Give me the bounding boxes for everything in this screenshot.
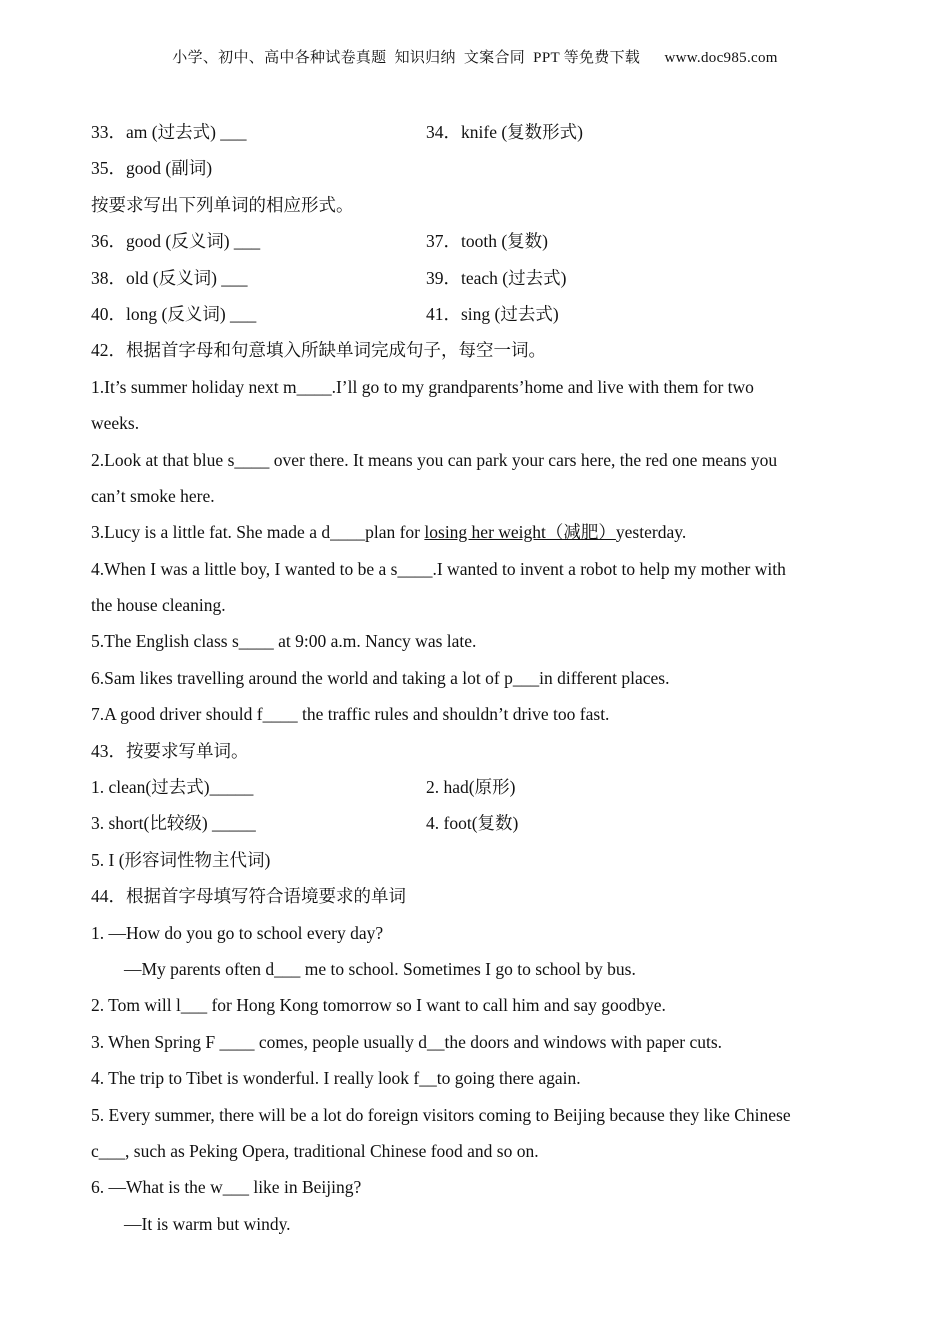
question-34: 34．knife (复数形式) bbox=[426, 122, 583, 142]
question-row bbox=[91, 769, 866, 805]
q42-sentence-1: 1.It’s summer holiday next m____.I’ll go to my grandparents’home and live with them for two bbox=[91, 376, 754, 397]
question-38: 38．old (反义词) ___ bbox=[91, 267, 248, 288]
q44-sentence-4: 4. The trip to Tibet is wonderful. I really look f__to going there again. bbox=[91, 1068, 581, 1089]
page-header: 小学、初中、高中各种试卷真题 知识归纳 文案合同 PPT 等免费下载 www.doc985.com bbox=[172, 50, 778, 66]
q42-sentence-2-cont: can’t smoke here. bbox=[91, 485, 215, 506]
q42-sentence-4: 4.When I was a little boy, I wanted to be a s____.I wanted to invent a robot to help my mother with bbox=[91, 558, 786, 579]
q44-sentence-1-reply: —My parents often d___ me to school. Sometimes I go to school by bus. bbox=[124, 958, 636, 979]
q42-sentence-6: 6.Sam likes travelling around the world and taking a lot of p___in different places. bbox=[91, 667, 670, 688]
q44-sentence-6: 6. —What is the w___ like in Beijing? bbox=[91, 1177, 362, 1198]
q43-item-3: 3. short(比较级) _____ bbox=[91, 813, 256, 834]
q42-sentence-5: 5.The English class s____ at 9:00 a.m. Nancy was late. bbox=[91, 631, 477, 652]
q44-sentence-2: 2. Tom will l___ for Hong Kong tomorrow so I want to call him and say goodbye. bbox=[91, 995, 666, 1016]
q44-sentence-5: 5. Every summer, there will be a lot do foreign visitors coming to Beijing because they like Chinese bbox=[91, 1104, 791, 1125]
question-33: 33．am (过去式) ___ bbox=[91, 122, 247, 142]
q42-sentence-3 bbox=[91, 514, 866, 550]
q42-s3-post: yesterday. bbox=[615, 522, 687, 543]
question-37: 37．tooth (复数) bbox=[426, 231, 549, 252]
question-39: 39．teach (过去式) bbox=[426, 267, 567, 288]
question-43-title: 43．按要求写单词。 bbox=[91, 740, 249, 761]
q42-s3-underlined: losing her weight（减肥） bbox=[424, 522, 616, 543]
q44-sentence-3: 3. When Spring F ____ comes, people usually d__the doors and windows with paper cuts. bbox=[91, 1031, 723, 1052]
question-row bbox=[91, 805, 866, 841]
question-row bbox=[91, 114, 866, 150]
question-41: 41．sing (过去式) bbox=[426, 303, 559, 324]
question-row bbox=[91, 260, 866, 296]
q43-item-5: 5. I (形容词性物主代词) bbox=[91, 849, 271, 870]
question-44-title: 44．根据首字母填写符合语境要求的单词 bbox=[91, 886, 406, 907]
question-42-title: 42．根据首字母和句意填入所缺单词完成句子，每空一词。 bbox=[91, 340, 546, 361]
question-35: 35．good (副词) bbox=[91, 158, 213, 179]
q42-sentence-7: 7.A good driver should f____ the traffic rules and shouldn’t drive too fast. bbox=[91, 704, 610, 725]
q42-sentence-2: 2.Look at that blue s____ over there. It means you can park your cars here, the red one means you bbox=[91, 449, 778, 470]
question-row bbox=[91, 223, 866, 259]
q44-sentence-1: 1. —How do you go to school every day? bbox=[91, 922, 384, 943]
section-instruction: 按要求写出下列单词的相应形式。 bbox=[91, 194, 354, 215]
q42-sentence-1-cont: weeks. bbox=[91, 413, 140, 434]
q42-sentence-4-cont: the house cleaning. bbox=[91, 595, 226, 616]
q43-item-4: 4. foot(复数) bbox=[426, 813, 519, 834]
worksheet-content bbox=[91, 114, 866, 1242]
question-36: 36．good (反义词) ___ bbox=[91, 231, 261, 252]
q42-s3-pre: 3.Lucy is a little fat. She made a d____plan for bbox=[91, 522, 425, 543]
question-row bbox=[91, 296, 866, 332]
question-40: 40．long (反义词) ___ bbox=[91, 303, 257, 324]
q44-sentence-6-reply: —It is warm but windy. bbox=[124, 1213, 291, 1234]
q43-item-2: 2. had(原形) bbox=[426, 777, 516, 798]
q44-sentence-5-cont: c___, such as Peking Opera, traditional Chinese food and so on. bbox=[91, 1140, 539, 1161]
q43-item-1: 1. clean(过去式)_____ bbox=[91, 777, 254, 798]
